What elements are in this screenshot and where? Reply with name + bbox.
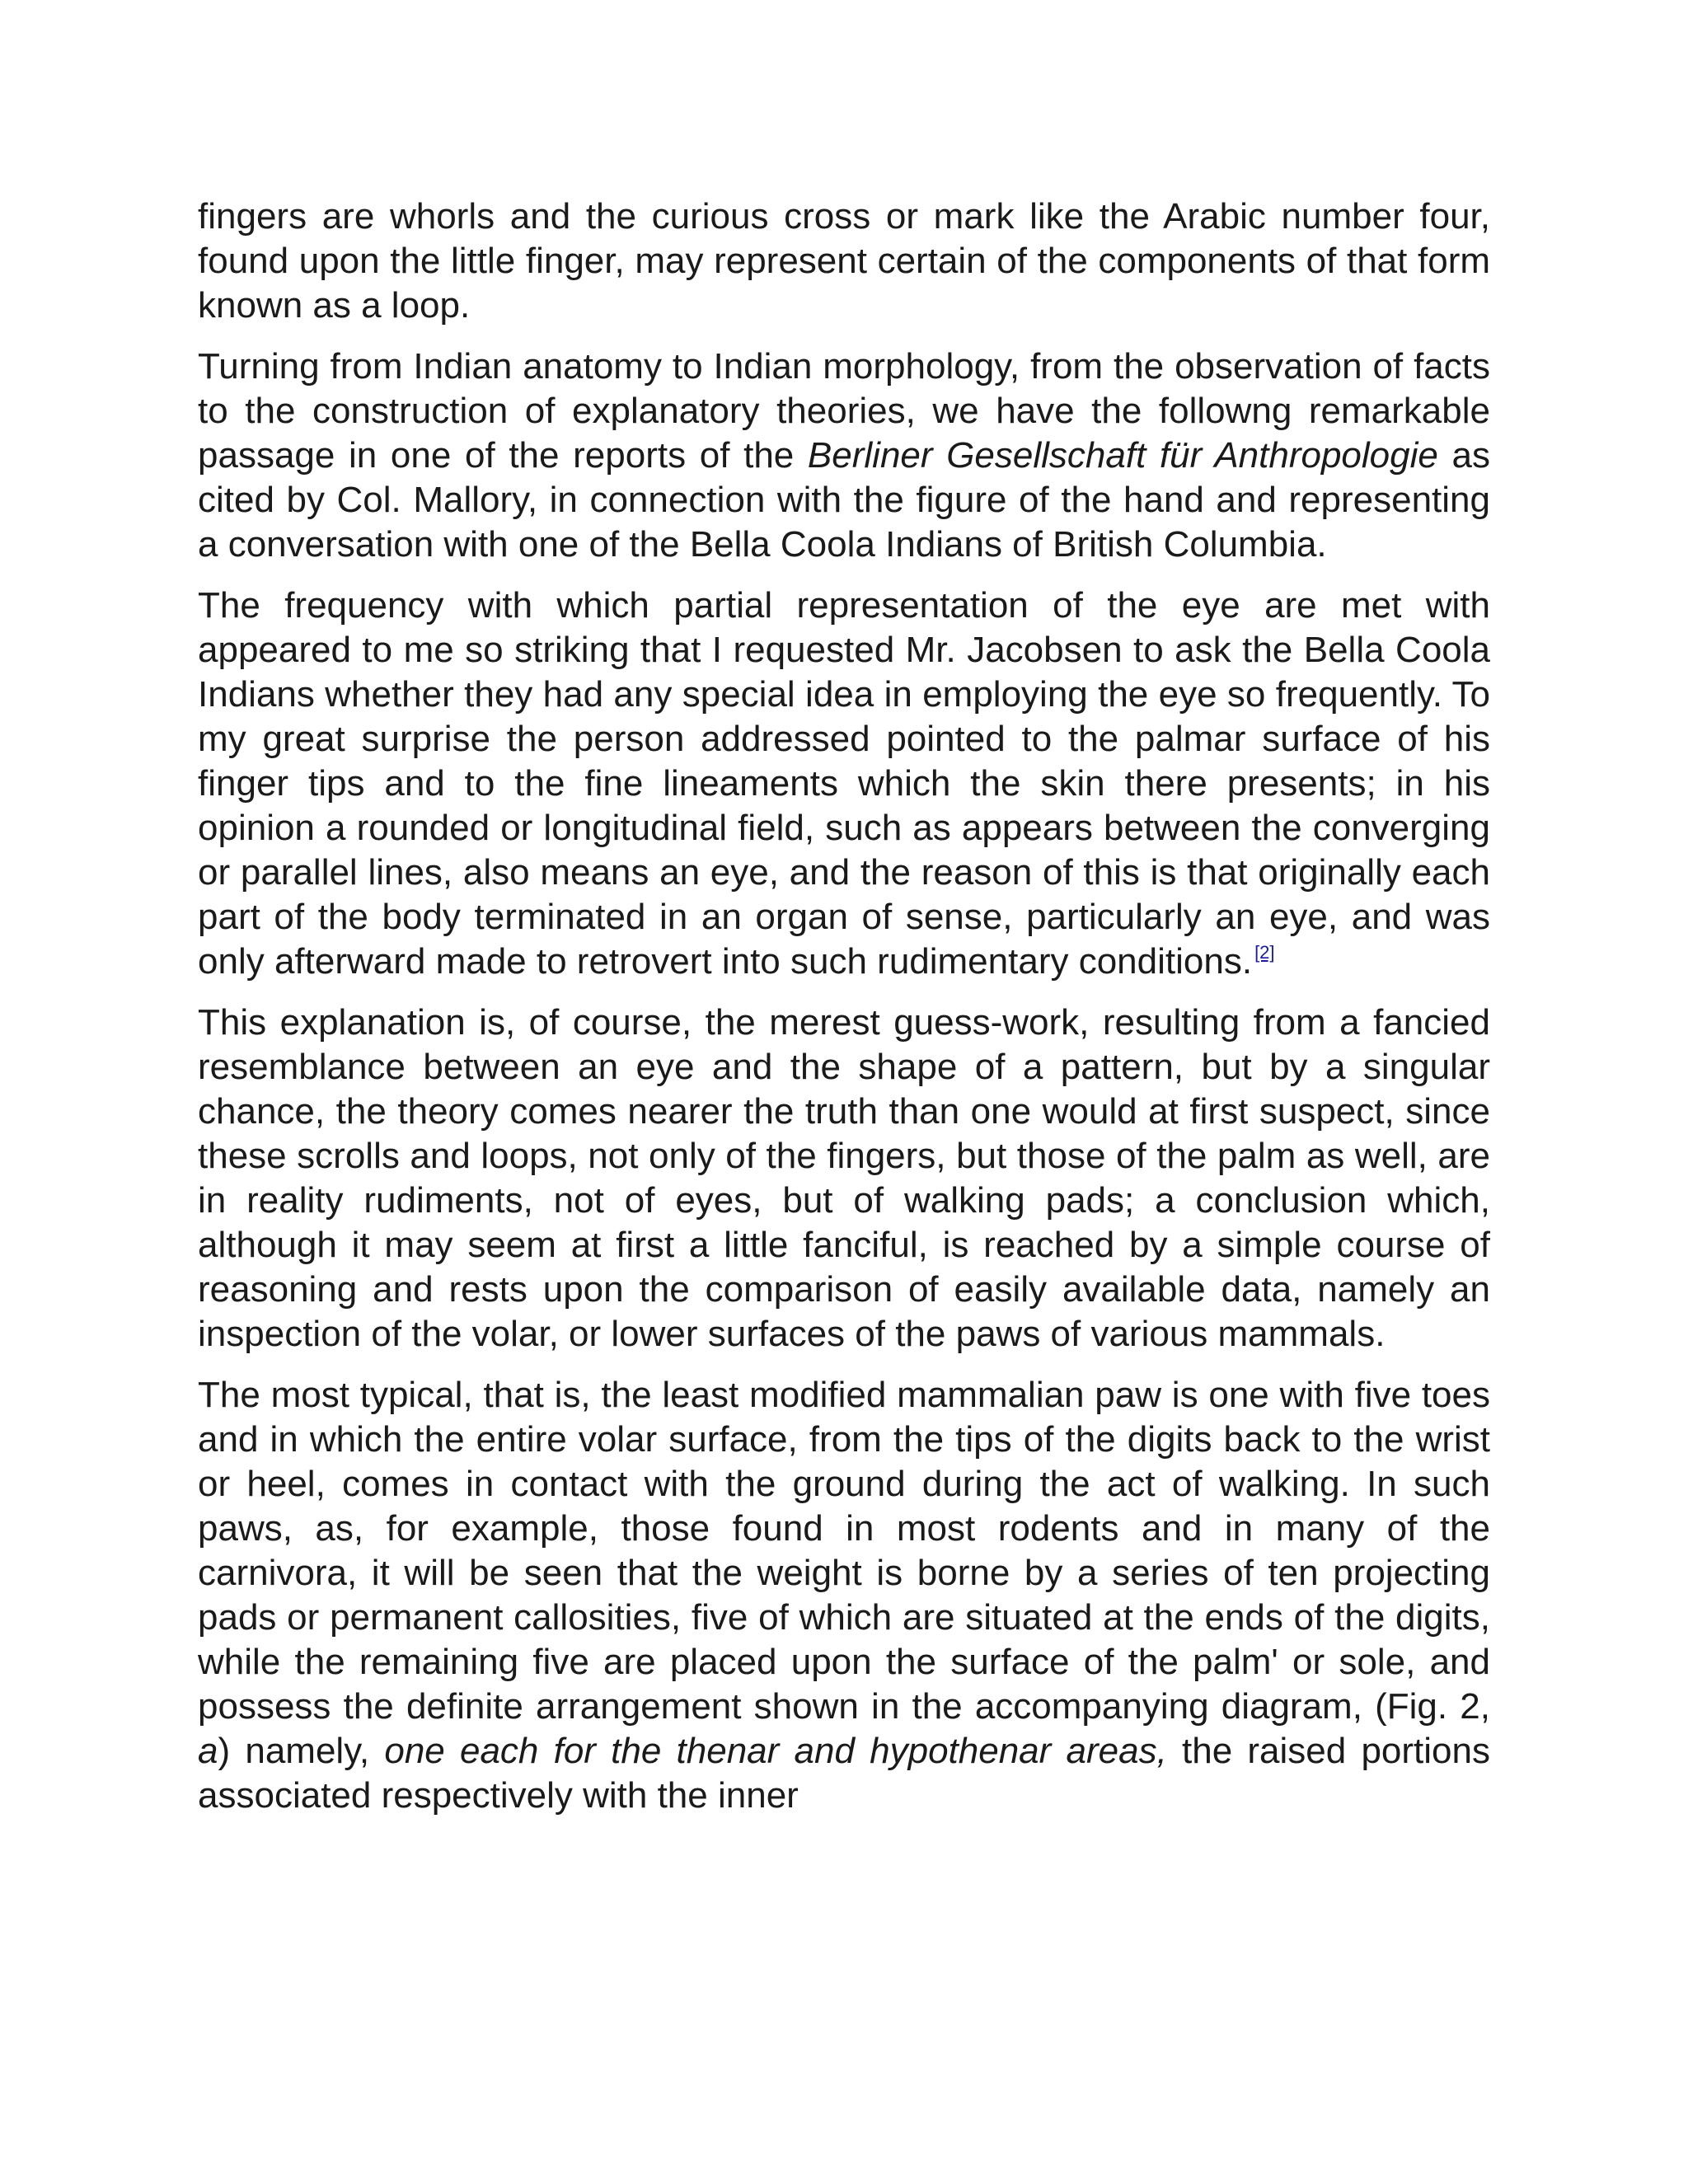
document-page [198, 194, 1490, 1835]
paragraph-1 [198, 194, 1490, 328]
paragraph-2-text-a: Turning from Indian anatomy to Indian morphology, from the observation of facts to the construction of explanatory theories, we have the followng remarkable passage in one of the reports of the [198, 346, 1490, 476]
paragraph-4-text: This explanation is, of course, the merest guess-work, resulting from a fancied resemblance between an eye and the shape of a pattern, but by a singular chance, the theory comes nearer the truth than one would at first suspect, since these scrolls and loops, not only of the fingers, but those of the palm as well, are in reality rudiments, not of eyes, but of walking pads; a conclusion which, although it may seem at first a little fanciful, is reached by a simple course of reasoning and rests upon the comparison of easily available data, namely an inspection of the volar, or lower surfaces of the paws of various mammals. [198, 1002, 1490, 1354]
paragraph-3-text: The frequency with which partial representation of the eye are met with appeared to me so striking that I requested Mr. Jacobsen to ask the Bella Coola Indians whether they had any special idea in employing the eye so frequently. To my great surprise the person addressed pointed to the palmar surface of his finger tips and to the fine lineaments which the skin there presents; in his opinion a rounded or longitudinal field, such as appears between the converging or parallel lines, also means an eye, and the reason of this is that originally each part of the body terminated in an organ of sense, particularly an eye, and was only afterward made to retrovert into such rudimentary conditions. [198, 585, 1490, 982]
paragraph-5 [198, 1373, 1490, 1818]
paragraph-4 [198, 1001, 1490, 1357]
paragraph-5-text-c: the raised portions associated respectively with the inner [198, 1731, 1490, 1816]
paragraph-1-text: fingers are whorls and the curious cross or mark like the Arabic number four, found upon the little finger, may represent certain of the components of that form known as a loop. [198, 196, 1490, 326]
paragraph-2 [198, 344, 1490, 567]
paragraph-5-italic-areas: one each for the thenar and hypothenar areas, [384, 1731, 1167, 1771]
paragraph-3-quote [198, 583, 1490, 984]
paragraph-5-text-a: The most typical, that is, the least modified mammalian paw is one with five toes and in which the entire volar surface, from the tips of the digits back to the wrist or heel, comes in contact with the ground during the act of walking. In such paws, as, for example, those found in most rodents and in many of the carnivora, it will be seen that the weight is borne by a series of ten projecting pads or permanent callosities, five of which are situated at the ends of the digits, while the remaining five are placed upon the surface of the palm' or sole, and possess the definite arrangement shown in the accompanying diagram, (Fig. 2, [198, 1375, 1490, 1727]
footnote-link[interactable]: [2] [1254, 942, 1275, 963]
paragraph-2-italic-title: Berliner Gesellschaft für Anthropologie [807, 435, 1438, 476]
paragraph-5-italic-fig-letter: a [198, 1731, 218, 1771]
paragraph-5-text-b: ) namely, [218, 1731, 385, 1771]
paragraph-2-text-b: as cited by Col. Mallory, in connection with the figure of the hand and representing a conversation with one of the Bella Coola Indians of British Columbia. [198, 435, 1490, 565]
